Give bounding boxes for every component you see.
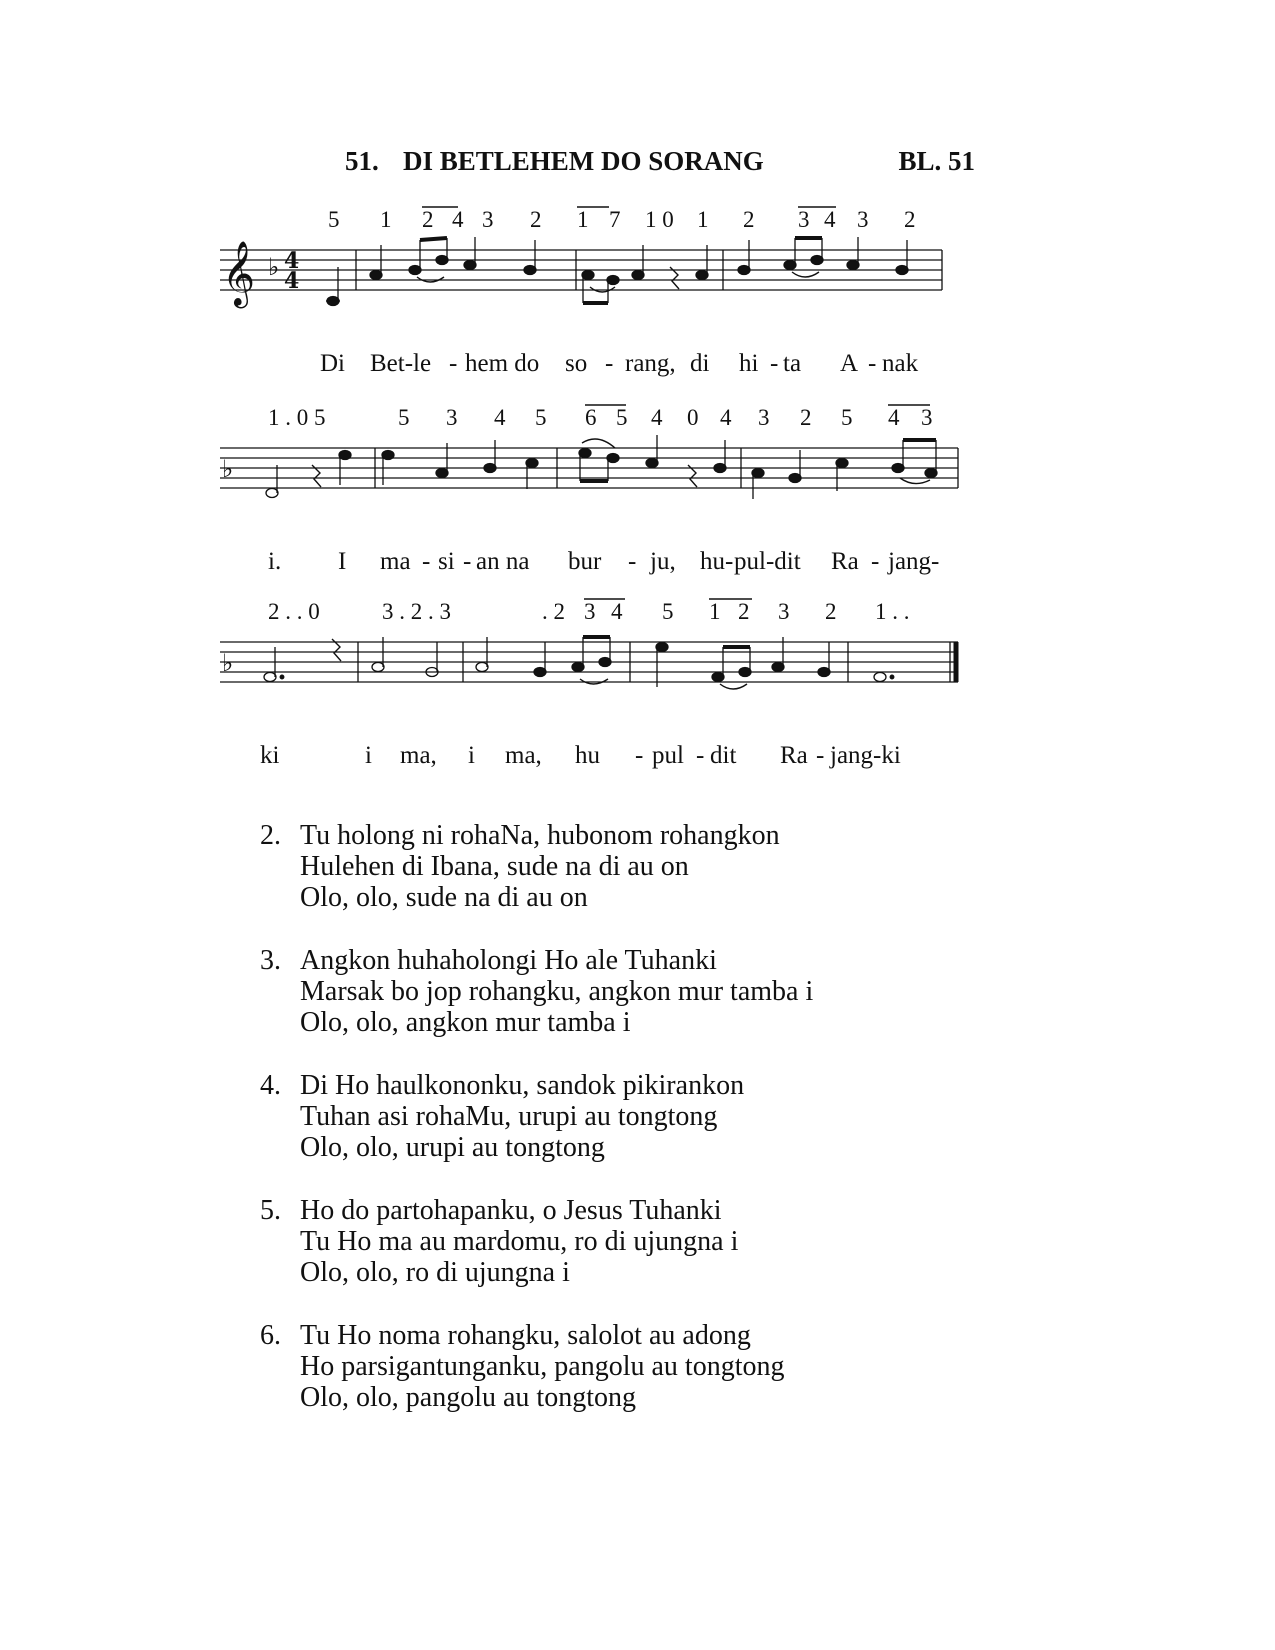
verse-line: Tu holong ni rohaNa, hubonom rohangkon: [300, 820, 780, 851]
lyric-syllable: si: [438, 548, 455, 575]
song-code: BL. 51: [898, 146, 975, 176]
verse-5: [260, 1195, 980, 1288]
music-system-2: [220, 393, 1010, 575]
lyric-syllable: ma,: [400, 742, 437, 769]
lyric-syllable: ju,: [650, 548, 676, 575]
verse-line: Olo, olo, pangolu au tongtong: [300, 1382, 636, 1413]
song-name: DI BETLEHEM DO SORANG: [403, 146, 764, 176]
lyric-syllable: -: [770, 350, 779, 377]
lyric-syllable: -: [463, 548, 472, 575]
lyric-syllable: pul: [652, 742, 684, 769]
lyric-syllable: an na: [476, 548, 530, 575]
cipher-note: 1 . 0 5: [268, 405, 326, 430]
cipher-note: 5: [662, 599, 674, 624]
cipher-note: 4: [651, 405, 663, 430]
lyric-syllable: ki: [260, 742, 280, 769]
music-system-1: [220, 195, 1010, 377]
cipher-note: 2: [800, 405, 812, 430]
verse-line: Tu Ho noma rohangku, salolot au adong: [300, 1320, 751, 1351]
verse-line: Angkon huhaholongi Ho ale Tuhanki: [300, 945, 717, 976]
cipher-note: 2: [825, 599, 837, 624]
lyric-syllable: bur: [568, 548, 602, 575]
verse-line: Tuhan asi rohaMu, urupi au tongtong: [300, 1101, 718, 1132]
verses: [260, 820, 980, 1445]
lyrics-line-3: [220, 742, 1010, 778]
lyric-syllable: i: [468, 742, 475, 769]
verse-line: Marsak bo jop rohangku, angkon mur tamba i: [300, 976, 814, 1007]
cipher-note: 7: [609, 207, 621, 232]
song-number: 51.: [345, 146, 379, 176]
flat-icon: ♭: [268, 253, 280, 281]
verse-3: [260, 945, 980, 1038]
cipher-note: 4: [720, 405, 732, 430]
cipher-note: 2: [738, 599, 750, 624]
flat-icon: ♭: [222, 455, 234, 483]
lyric-syllable: -: [696, 742, 705, 769]
music-system-3: [220, 587, 1010, 769]
lyric-syllable: -: [816, 742, 825, 769]
lyric-syllable: Ra: [780, 742, 808, 769]
verse-2: [260, 820, 980, 913]
verse-line: Olo, olo, urupi au tongtong: [300, 1132, 605, 1163]
verse-number: 3.: [260, 945, 281, 976]
verse-line: Ho do partohapanku, o Jesus Tuhanki: [300, 1195, 722, 1226]
staff-3: [220, 587, 1010, 737]
lyric-syllable: pul-dit: [734, 548, 801, 575]
lyric-syllable: -: [635, 742, 644, 769]
lyric-syllable: A: [840, 350, 859, 377]
cipher-note: 1 0: [645, 207, 674, 232]
verse-line: Olo, olo, ro di ujungna i: [300, 1257, 570, 1288]
cipher-note: 3: [584, 599, 596, 624]
cipher-note: 2: [904, 207, 916, 232]
verse-6: [260, 1320, 980, 1413]
lyric-syllable: so: [565, 350, 588, 377]
cipher-note: 3: [921, 405, 933, 430]
treble-clef-icon: 𝄞: [222, 241, 256, 306]
lyric-syllable: hem do: [465, 350, 540, 377]
lyric-syllable: ta: [783, 350, 802, 377]
lyric-syllable: Ra: [831, 548, 859, 575]
cipher-note: 5: [535, 405, 547, 430]
lyric-syllable: jang-ki: [830, 742, 901, 769]
verse-number: 2.: [260, 820, 281, 851]
song-title: [345, 146, 975, 186]
cipher-note: 5: [328, 207, 340, 232]
lyric-syllable: Bet-le: [370, 350, 432, 377]
cipher-note: 3: [446, 405, 458, 430]
cipher-note: 3 . 2 . 3: [382, 599, 451, 624]
cipher-note: 4: [494, 405, 506, 430]
cipher-note: 3: [778, 599, 790, 624]
cipher-note: 5: [616, 405, 628, 430]
cipher-note: 6: [585, 405, 597, 430]
lyric-syllable: hi: [739, 350, 759, 377]
cipher-note: 1 . .: [875, 599, 910, 624]
lyric-syllable: -: [628, 548, 637, 575]
lyric-syllable: hu: [575, 742, 600, 769]
lyric-syllable: hu-: [700, 548, 734, 575]
lyric-syllable: nak: [882, 350, 919, 377]
lyric-syllable: -: [605, 350, 614, 377]
lyric-syllable: -: [422, 548, 431, 575]
cipher-note: 2 . . 0: [268, 599, 320, 624]
lyric-syllable: -: [449, 350, 458, 377]
cipher-note: 5: [841, 405, 853, 430]
staff-2: [220, 393, 1010, 543]
lyric-syllable: rang,: [625, 350, 676, 377]
cipher-note: 1: [709, 599, 721, 624]
cipher-note: 3: [798, 207, 810, 232]
verse-line: Di Ho haulkononku, sandok pikirankon: [300, 1070, 745, 1101]
staff-1: [220, 195, 1010, 345]
cipher-note: 1: [577, 207, 589, 232]
cipher-note: 2: [422, 207, 434, 232]
lyric-syllable: ma,: [505, 742, 542, 769]
cipher-note: 4: [888, 405, 900, 430]
lyrics-line-1: [220, 350, 1010, 386]
lyric-syllable: di: [690, 350, 710, 377]
time-signature: 4: [284, 268, 300, 294]
verse-4: [260, 1070, 980, 1163]
lyrics-line-2: [220, 548, 1010, 584]
verse-line: Hulehen di Ibana, sude na di au on: [300, 851, 689, 882]
verse-number: 5.: [260, 1195, 281, 1226]
lyric-syllable: I: [338, 548, 347, 575]
lyric-syllable: ma: [380, 548, 411, 575]
lyric-syllable: Di: [320, 350, 345, 377]
lyric-syllable: -: [868, 350, 877, 377]
lyric-syllable: dit: [710, 742, 737, 769]
flat-icon: ♭: [222, 649, 234, 677]
cipher-note: 4: [824, 207, 836, 232]
cipher-note: 3: [482, 207, 494, 232]
cipher-note: . 2: [542, 599, 565, 624]
cipher-note: 3: [857, 207, 869, 232]
time-signature: 4: [284, 248, 300, 274]
cipher-note: 3: [758, 405, 770, 430]
cipher-note: 1: [380, 207, 392, 232]
cipher-note: 5: [398, 405, 410, 430]
lyric-syllable: -: [871, 548, 880, 575]
cipher-note: 2: [530, 207, 542, 232]
cipher-note: 2: [743, 207, 755, 232]
verse-number: 6.: [260, 1320, 281, 1351]
verse-line: Ho parsigantunganku, pangolu au tongtong: [300, 1351, 785, 1382]
verse-number: 4.: [260, 1070, 281, 1101]
lyric-syllable: i.: [268, 548, 282, 575]
lyric-syllable: i: [365, 742, 372, 769]
lyric-syllable: jang-: [888, 548, 940, 575]
verse-line: Olo, olo, angkon mur tamba i: [300, 1007, 631, 1038]
cipher-note: 4: [452, 207, 464, 232]
cipher-note: 0: [687, 405, 699, 430]
verse-line: Olo, olo, sude na di au on: [300, 882, 588, 913]
cipher-note: 4: [611, 599, 623, 624]
cipher-note: 1: [697, 207, 709, 232]
verse-line: Tu Ho ma au mardomu, ro di ujungna i: [300, 1226, 739, 1257]
